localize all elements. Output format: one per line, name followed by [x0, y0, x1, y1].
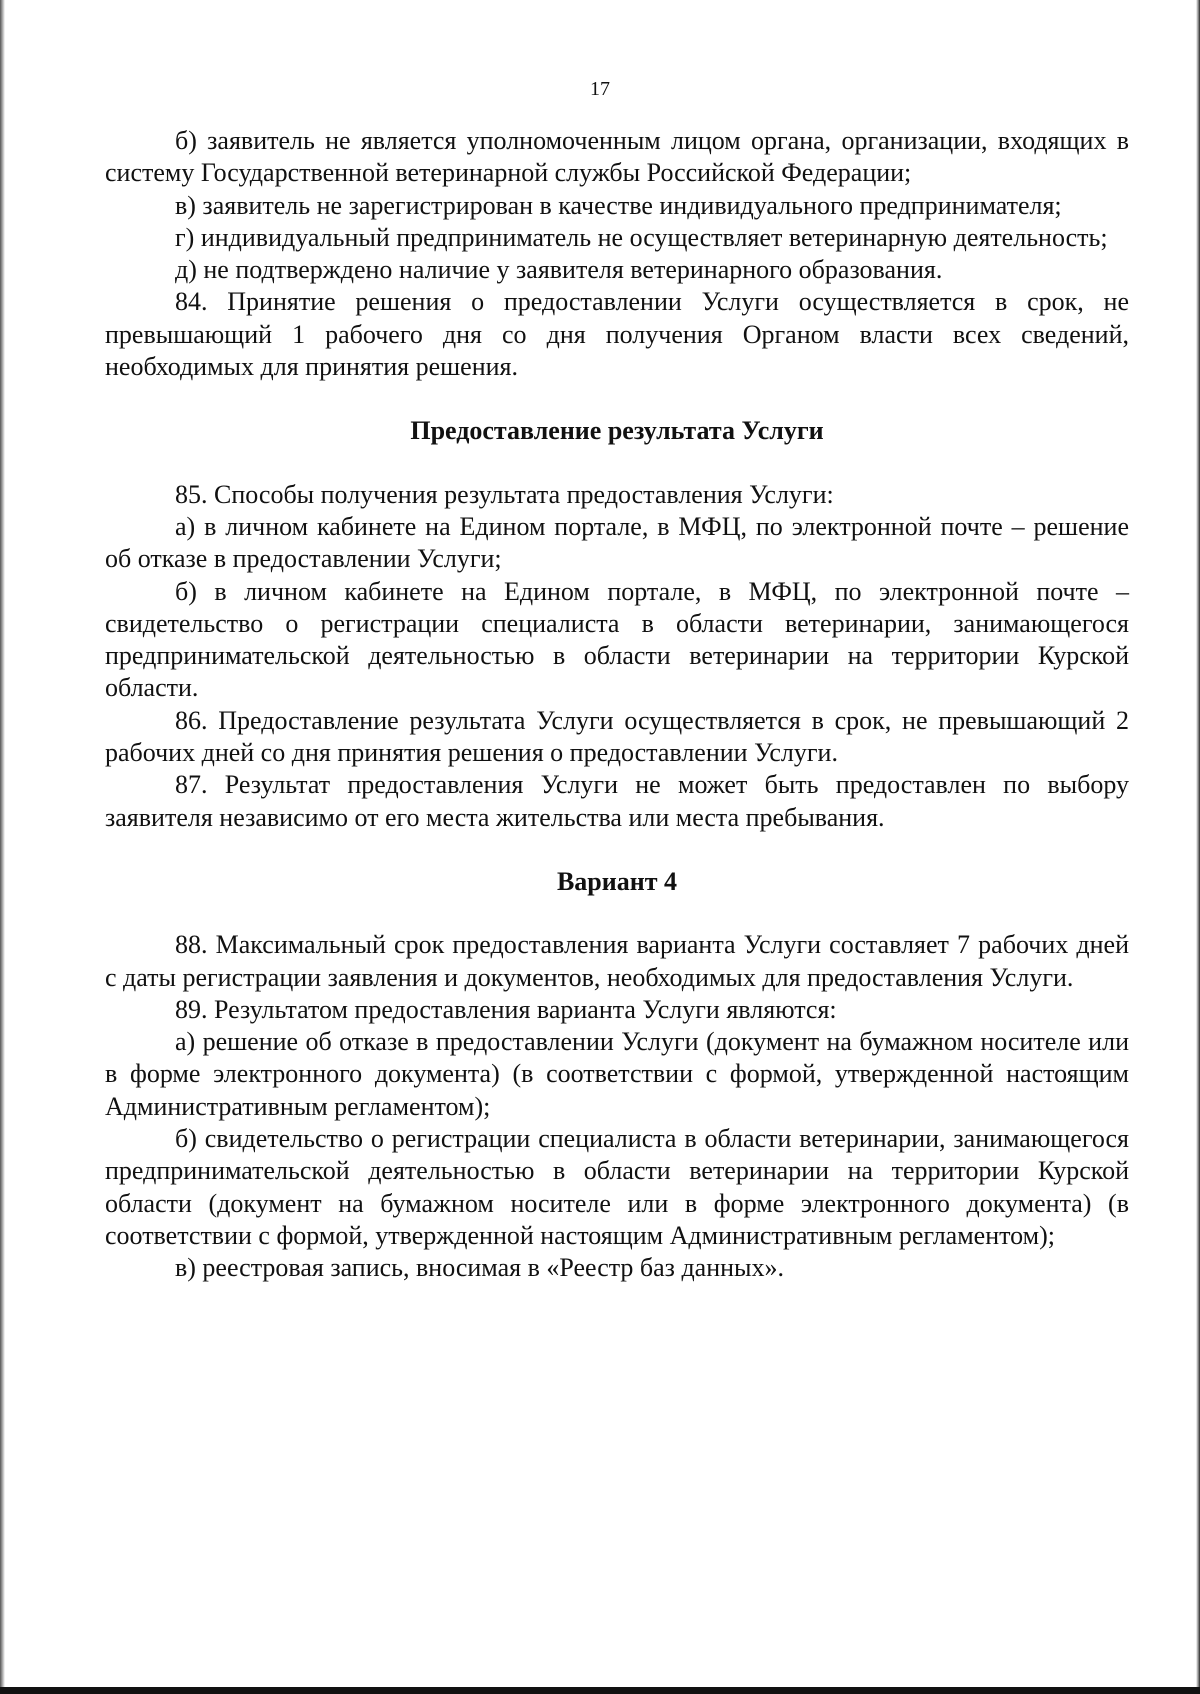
paragraph-g-no-vet-activity: г) индивидуальный предприниматель не осуществляет ветеринарную деятельность;	[175, 222, 1108, 252]
scan-edge-right	[1196, 0, 1200, 1694]
paragraph-89-v: в) реестровая запись, вносимая в «Реестр баз данных».	[175, 1253, 785, 1283]
paragraph-86: 86. Предоставление результата Услуги осуществляется в срок, не превышающий 2 рабочих дней со дня принятия решения о предоставлении Услуги.	[105, 705, 1129, 768]
paragraph-88: 88. Максимальный срок предоставления варианта Услуги составляет 7 рабочих дней с даты регистрации заявления и документов, необходимых для предоставления Услуги.	[105, 930, 1129, 992]
paragraph-89: 89. Результатом предоставления варианта Услуги являются:	[175, 994, 837, 1024]
paragraph-87: 87. Результат предоставления Услуги не может быть предоставлен по выбору заявителя независимо от его места жительства или места пребывания.	[105, 770, 1129, 832]
spacer	[105, 383, 1129, 415]
paragraph-89-b: б) свидетельство о регистрации специалиста в области ветеринарии, занимающегося предпринимательской деятельностью в области ветеринарии на территории Курской области (документ на бумажном носителе или в форме электронного документа) (в соответствии с формой, утвержденной настоящим Административным регламентом);	[105, 1124, 1129, 1250]
document-body	[105, 125, 1129, 1285]
scan-edge-bottom	[0, 1687, 1200, 1694]
spacer	[105, 448, 1129, 479]
paragraph-85-b: б) в личном кабинете на Едином портале, в МФЦ, по электронной почте – свидетельство о регистрации специалиста в области ветеринарии, занимающегося предпринимательской деятельностью в области ветеринарии на территории Курской области.	[105, 576, 1129, 703]
page-number: 17	[590, 78, 610, 100]
spacer	[105, 898, 1129, 929]
section-heading-result: Предоставление результата Услуги	[410, 416, 824, 446]
paragraph-b-not-authorized: б) заявитель не является уполномоченным лицом органа, организации, входящих в систему Государственной ветеринарной службы Российской Федерации;	[105, 126, 1129, 188]
paragraph-89-a: а) решение об отказе в предоставлении Услуги (документ на бумажном носителе или в форме электронного документа) (в соответствии с формой, утвержденной настоящим Административным регламентом);	[105, 1027, 1129, 1121]
paragraph-d-no-education: д) не подтверждено наличие у заявителя ветеринарного образования.	[175, 255, 943, 285]
paragraph-85: 85. Способы получения результата предоставления Услуги:	[175, 479, 834, 509]
paragraph-85-a: а) в личном кабинете на Едином портале, в МФЦ, по электронной почте – решение об отказе в предоставлении Услуги;	[105, 511, 1129, 574]
section-heading-variant-4: Вариант 4	[556, 866, 678, 896]
spacer	[105, 834, 1129, 866]
paragraph-84: 84. Принятие решения о предоставлении Услуги осуществляется в срок, не превышающий 1 рабочего дня со дня получения Органом власти всех сведений, необходимых для принятия решения.	[105, 287, 1129, 382]
paragraph-v-not-registered: в) заявитель не зарегистрирован в качестве индивидуального предпринимателя;	[175, 190, 1062, 220]
scan-edge-left	[0, 0, 5, 1694]
